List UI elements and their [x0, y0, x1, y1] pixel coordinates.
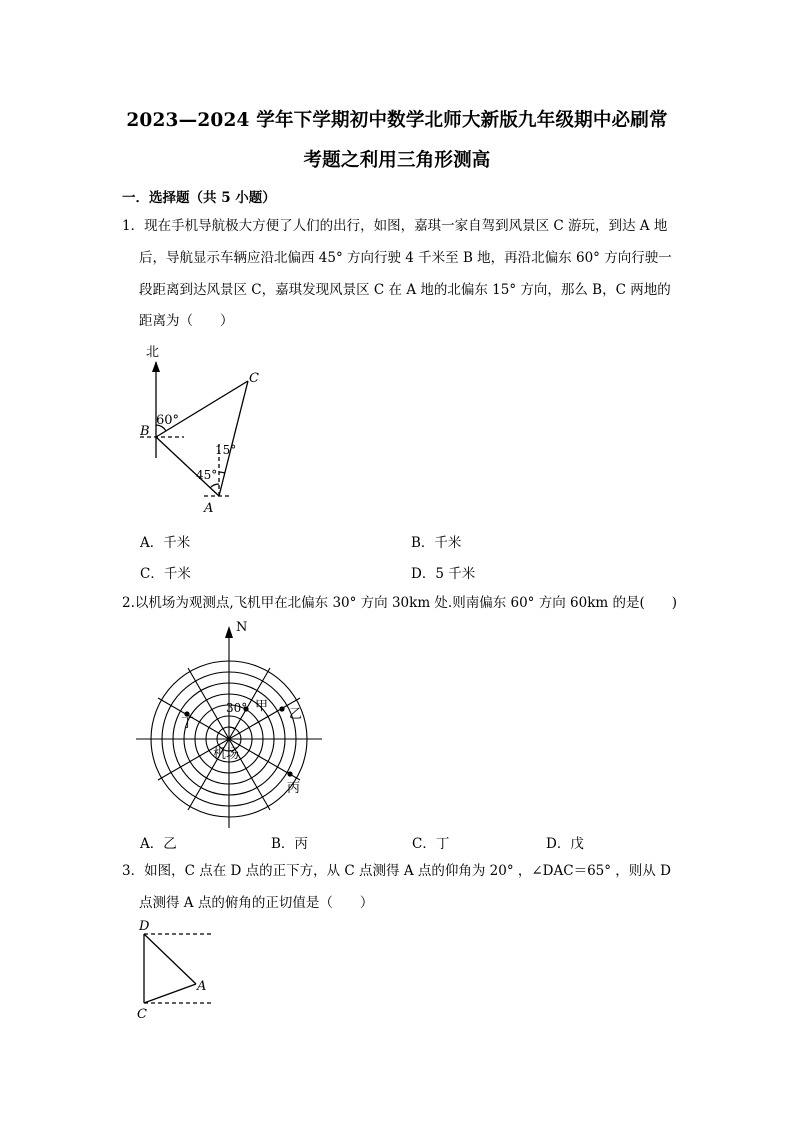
- q1-option-b[interactable]: B．千米: [411, 535, 462, 551]
- q1-line-4: 距离为（ ）: [139, 313, 234, 329]
- label-jia: 甲: [255, 699, 269, 714]
- q3-line-2: 点测得 A 点的俯角的正切值是（ ）: [139, 895, 374, 911]
- label-yi: 乙: [289, 707, 303, 722]
- q1-option-d[interactable]: D．5 千米: [411, 566, 476, 582]
- label-D: D: [139, 919, 150, 934]
- q1-option-c[interactable]: C．千米: [140, 566, 191, 582]
- q2-text: 2.以机场为观测点,飞机甲在北偏东 30° 方向 30km 处.则南偏东 60° 方向 60km 的是( ): [122, 595, 678, 611]
- q2-option-a[interactable]: A．乙: [140, 836, 177, 852]
- label-A: A: [204, 501, 214, 516]
- segment-CA: [144, 984, 196, 1003]
- q1-option-a[interactable]: A．千米: [140, 535, 191, 551]
- label-C: C: [249, 371, 259, 386]
- label-A: A: [197, 979, 207, 994]
- label-B: B: [140, 424, 150, 439]
- label-60deg: 60°: [156, 413, 180, 428]
- label-N: N: [236, 620, 248, 635]
- label-airport: 机场: [213, 747, 240, 762]
- q3-line-1: 3．如图，C 点在 D 点的正下方，从 C 点测得 A 点的仰角为 20° ，∠DAC＝65° ，则从 D: [122, 863, 671, 879]
- q2-option-d[interactable]: D．戊: [546, 836, 584, 852]
- label-C: C: [137, 1007, 147, 1022]
- label-north: 北: [146, 345, 160, 360]
- segment-DA: [144, 934, 196, 984]
- label-ding: 丁: [181, 716, 195, 731]
- label-45deg: 45°: [196, 468, 218, 482]
- section-heading: 一．选择题（共 5 小题）: [122, 190, 276, 206]
- q1-line-3: 段距离到达风景区 C，嘉琪发现风景区 C 在 A 地的北偏东 15° 方向，那么 B，C 两地的: [139, 282, 671, 298]
- q1-line-2: 后，导航显示车辆应沿北偏西 45° 方向行驶 4 千米至 B 地，再沿北偏东 60° 方向行驶一: [139, 250, 672, 266]
- page-title-line1: 2023—2024 学年下学期初中数学北师大新版九年级期中必刷常: [126, 110, 668, 131]
- label-30deg: 30°: [226, 701, 248, 715]
- q2-option-b[interactable]: B．丙: [271, 836, 308, 852]
- page-title-line2: 考题之利用三角形测高: [303, 150, 491, 171]
- label-bing: 丙: [287, 781, 301, 796]
- q2-option-c[interactable]: C．丁: [412, 836, 450, 852]
- q1-line-1: 1．现在手机导航极大方便了人们的出行，如图，嘉琪一家自驾到风景区 C 游玩，到达 A 地: [122, 218, 668, 234]
- label-15deg: 15°: [215, 443, 237, 457]
